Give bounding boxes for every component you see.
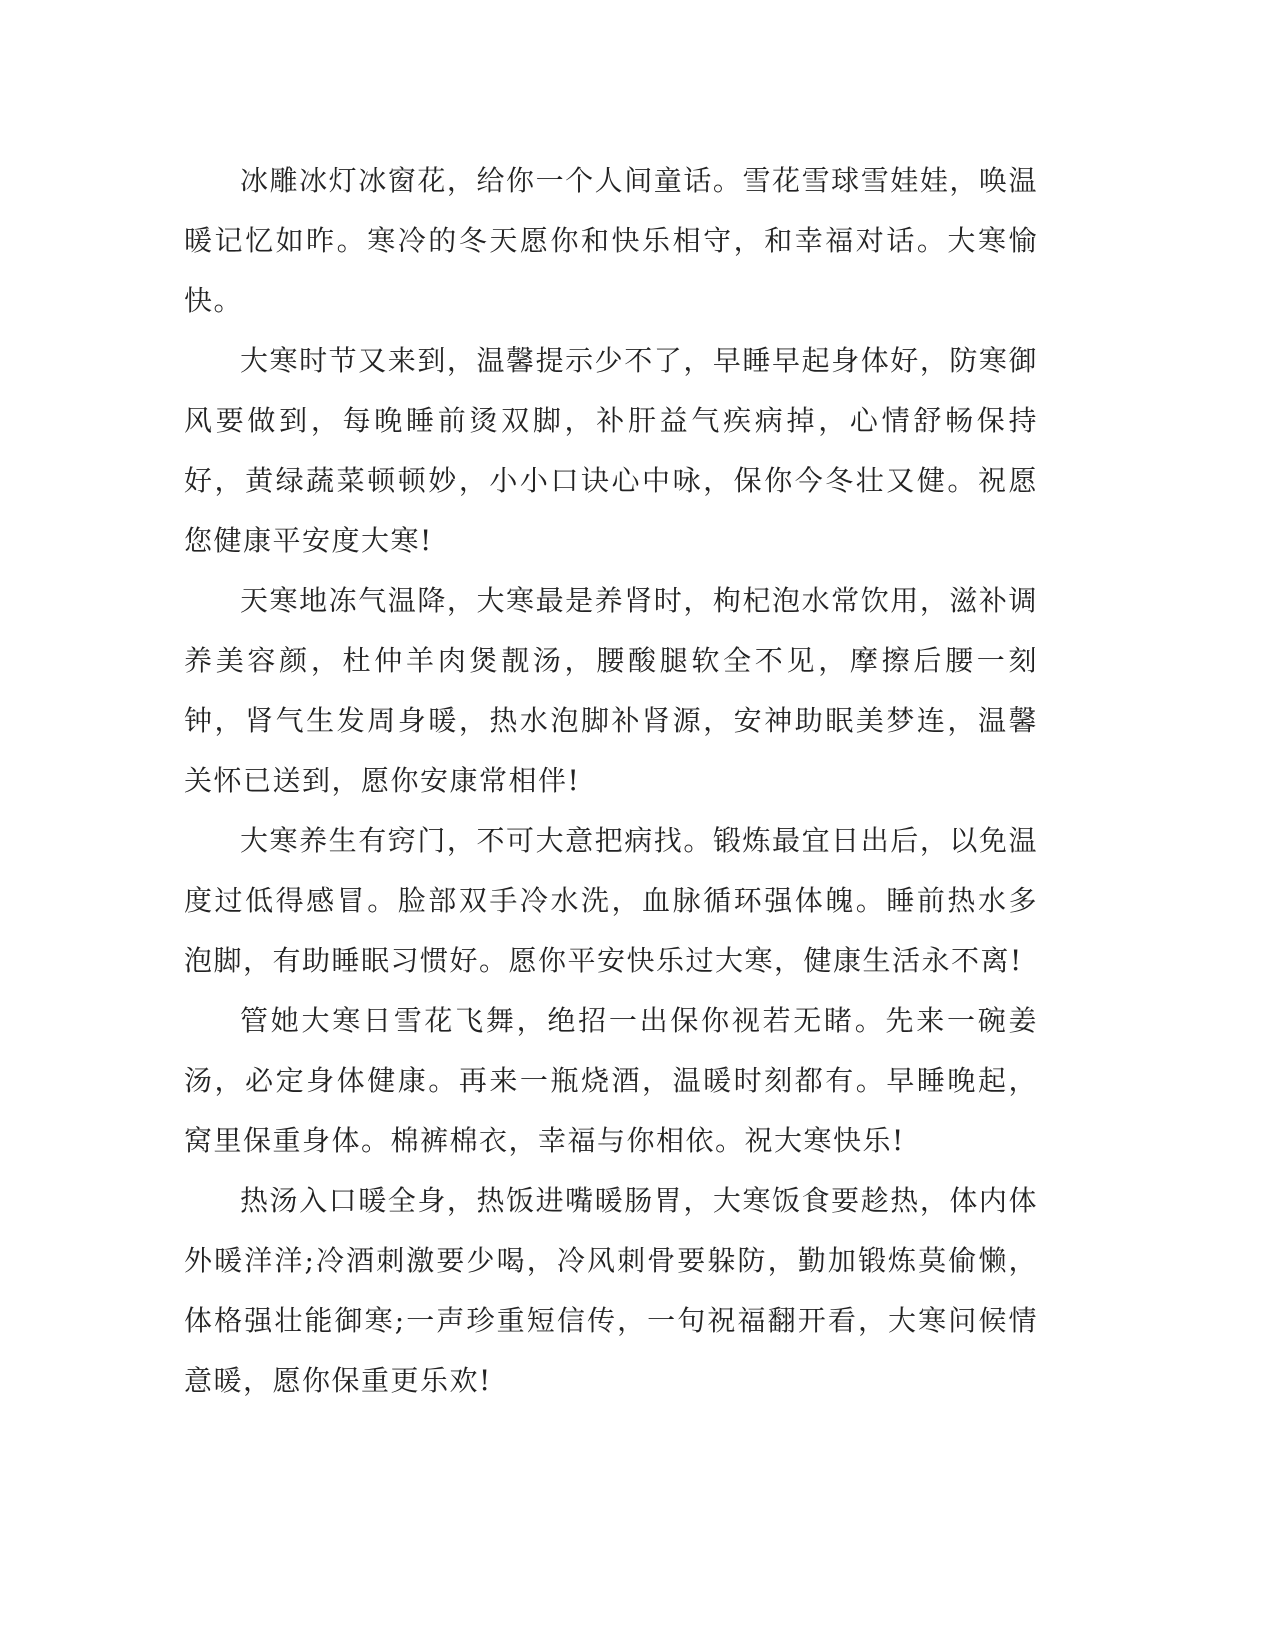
paragraph: 冰雕冰灯冰窗花，给你一个人间童话。雪花雪球雪娃娃，唤温暖记忆如昨。寒冷的冬天愿你和快乐相守，和幸福对话。大寒愉快。 [184, 164, 1038, 317]
paragraph: 天寒地冻气温降，大寒最是养肾时，枸杞泡水常饮用，滋补调养美容颜，杜仲羊肉煲靓汤，腰酸腿软全不见，摩擦后腰一刻钟，肾气生发周身暖，热水泡脚补肾源，安神助眠美梦连，温馨关怀已送到，愿你安康常相伴! [184, 584, 1038, 797]
paragraph: 管她大寒日雪花飞舞，绝招一出保你视若无睹。先来一碗姜汤，必定身体健康。再来一瓶烧酒，温暖时刻都有。早睡晚起，窝里保重身体。棉裤棉衣，幸福与你相依。祝大寒快乐! [184, 1004, 1038, 1157]
paragraph: 大寒时节又来到，温馨提示少不了，早睡早起身体好，防寒御风要做到，每晚睡前烫双脚，补肝益气疾病掉，心情舒畅保持好，黄绿蔬菜顿顿妙，小小口诀心中咏，保你今冬壮又健。祝愿您健康平安度大寒! [184, 344, 1038, 557]
paragraph: 热汤入口暖全身，热饭进嘴暖肠胃，大寒饭食要趁热，体内体外暖洋洋;冷酒刺激要少喝，冷风刺骨要躲防，勤加锻炼莫偷懒，体格强壮能御寒;一声珍重短信传，一句祝福翻开看，大寒问候情意暖，愿你保重更乐欢! [184, 1184, 1038, 1397]
paragraph: 大寒养生有窍门，不可大意把病找。锻炼最宜日出后，以免温度过低得感冒。脸部双手冷水洗，血脉循环强体魄。睡前热水多泡脚，有助睡眠习惯好。愿你平安快乐过大寒，健康生活永不离! [184, 824, 1038, 977]
document-body [184, 151, 1038, 1411]
